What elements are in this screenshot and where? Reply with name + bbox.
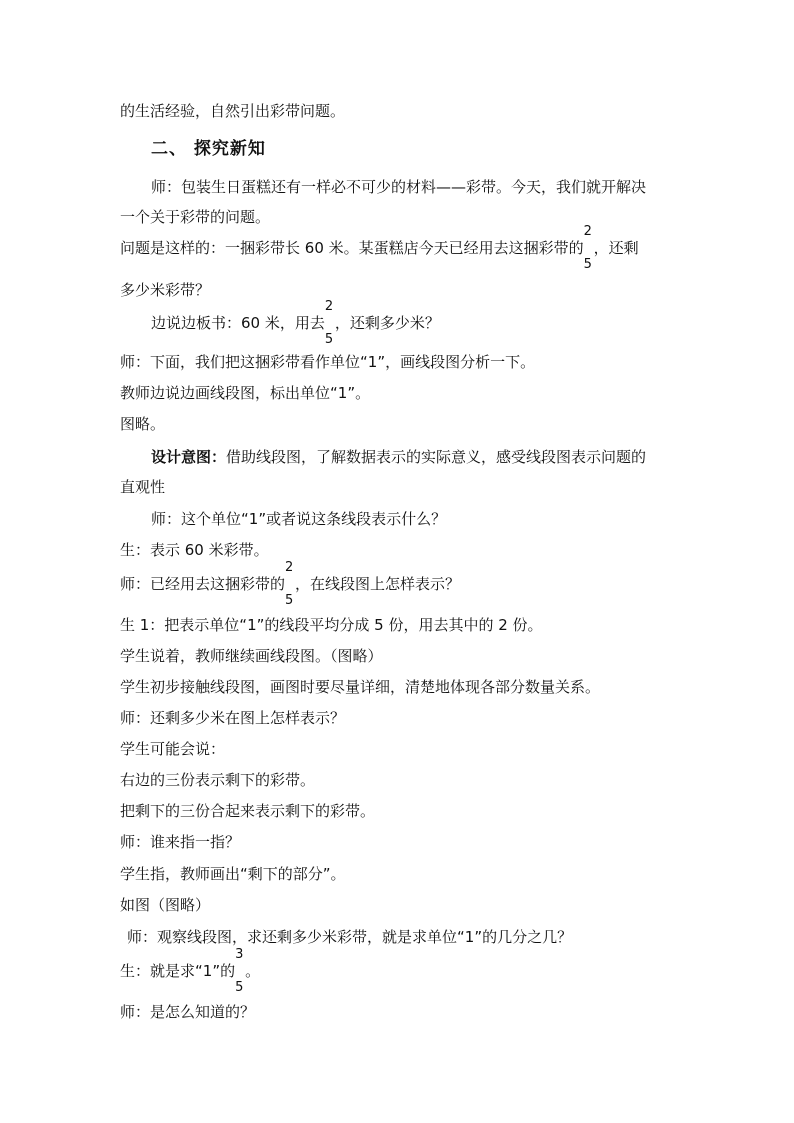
text: 师：这个单位“1”或者说这条线段表示什么？ bbox=[151, 510, 447, 528]
text: 多少米彩带？ bbox=[120, 281, 211, 299]
text-line bbox=[120, 477, 165, 497]
text: ，还剩 bbox=[593, 239, 639, 257]
text-line bbox=[120, 801, 375, 821]
text-line bbox=[120, 864, 346, 884]
text: 生 1：把表示单位“1”的线段平均分成 5 份，用去其中的 2 份。 bbox=[120, 616, 543, 634]
text: 师：观察线段图，求还剩多少米彩带，就是求单位“1”的几分之几？ bbox=[127, 928, 573, 946]
fraction-denominator: 5 bbox=[285, 593, 294, 608]
text-line bbox=[120, 383, 370, 403]
text: 图略。 bbox=[120, 415, 166, 433]
text-line bbox=[120, 770, 315, 790]
fraction-numerator: 2 bbox=[324, 299, 334, 314]
text: 师：是怎么知道的？ bbox=[120, 1003, 256, 1021]
text: ，在线段图上怎样表示？ bbox=[295, 575, 461, 593]
text: 师：已经用去这捆彩带的 bbox=[120, 575, 286, 593]
text-line bbox=[151, 177, 646, 197]
text: 借助线段图，了解数据表示的实际意义，感受线段图表示问题的 bbox=[226, 448, 647, 466]
text-line bbox=[120, 280, 210, 300]
text-line bbox=[120, 540, 269, 560]
text-line bbox=[120, 560, 461, 608]
fraction bbox=[324, 299, 335, 347]
text: 学生指，教师画出“剩下的部分”。 bbox=[120, 865, 346, 883]
text: 一个关于彩带的问题。 bbox=[120, 208, 271, 226]
text: 师：谁来指一指？ bbox=[120, 833, 241, 851]
heading-text: 二、 探究新知 bbox=[151, 139, 266, 159]
text: 问题是这样的：一捆彩带长 60 米。某蛋糕店今天已经用去这捆彩带的 bbox=[120, 239, 584, 257]
text: 生：就是求“1”的 bbox=[120, 962, 236, 980]
text: 直观性 bbox=[120, 478, 166, 496]
text-line bbox=[120, 101, 345, 121]
fraction-denominator: 5 bbox=[235, 980, 244, 995]
text: 师：还剩多少米在图上怎样表示？ bbox=[120, 709, 346, 727]
text: 教师边说边画线段图，标出单位“1”。 bbox=[120, 384, 371, 402]
text: 学生初步接触线段图，画图时要尽量详细，清楚地体现各部分数量关系。 bbox=[120, 678, 601, 696]
text-line bbox=[120, 832, 240, 852]
text: 。 bbox=[245, 962, 261, 980]
fraction bbox=[583, 224, 594, 272]
fraction bbox=[235, 947, 245, 995]
text: 学生可能会说： bbox=[120, 740, 226, 758]
text-line bbox=[151, 509, 446, 529]
fraction bbox=[285, 560, 295, 608]
text-line bbox=[120, 352, 535, 372]
text-line bbox=[120, 947, 261, 995]
text: ，还剩多少米？ bbox=[334, 314, 440, 332]
fraction-denominator: 5 bbox=[324, 332, 334, 347]
text: 把剩下的三份合起来表示剩下的彩带。 bbox=[120, 802, 376, 820]
design-intent-label: 设计意图： bbox=[151, 448, 227, 466]
fraction-denominator: 5 bbox=[583, 257, 592, 272]
text-line bbox=[120, 708, 345, 728]
text-line bbox=[120, 207, 270, 227]
text-line bbox=[120, 646, 383, 666]
section-heading bbox=[151, 139, 266, 159]
text-line bbox=[120, 1002, 255, 1022]
text: 如图（图略） bbox=[120, 896, 211, 914]
text-line bbox=[151, 299, 440, 347]
text-line bbox=[120, 739, 225, 759]
text: 边说边板书：60 米，用去 bbox=[151, 314, 325, 332]
fraction-numerator: 3 bbox=[235, 947, 244, 962]
text: 师：包装生日蛋糕还有一样必不可少的材料——彩带。今天，我们就开解决 bbox=[151, 178, 647, 196]
design-intent-line bbox=[151, 447, 646, 467]
text: 学生说着，教师继续画线段图。（图略） bbox=[120, 647, 383, 665]
text-line bbox=[120, 677, 600, 697]
text-line bbox=[120, 414, 165, 434]
text-line bbox=[127, 927, 572, 947]
text: 右边的三份表示剩下的彩带。 bbox=[120, 771, 316, 789]
text: 师：下面，我们把这捆彩带看作单位“1”，画线段图分析一下。 bbox=[120, 353, 536, 371]
fraction-numerator: 2 bbox=[285, 560, 294, 575]
text-line bbox=[120, 615, 543, 635]
text: 生：表示 60 米彩带。 bbox=[120, 541, 269, 559]
fraction-numerator: 2 bbox=[583, 224, 592, 239]
text: 的生活经验，自然引出彩带问题。 bbox=[120, 102, 346, 120]
text-line bbox=[120, 224, 639, 272]
text-line bbox=[120, 895, 210, 915]
